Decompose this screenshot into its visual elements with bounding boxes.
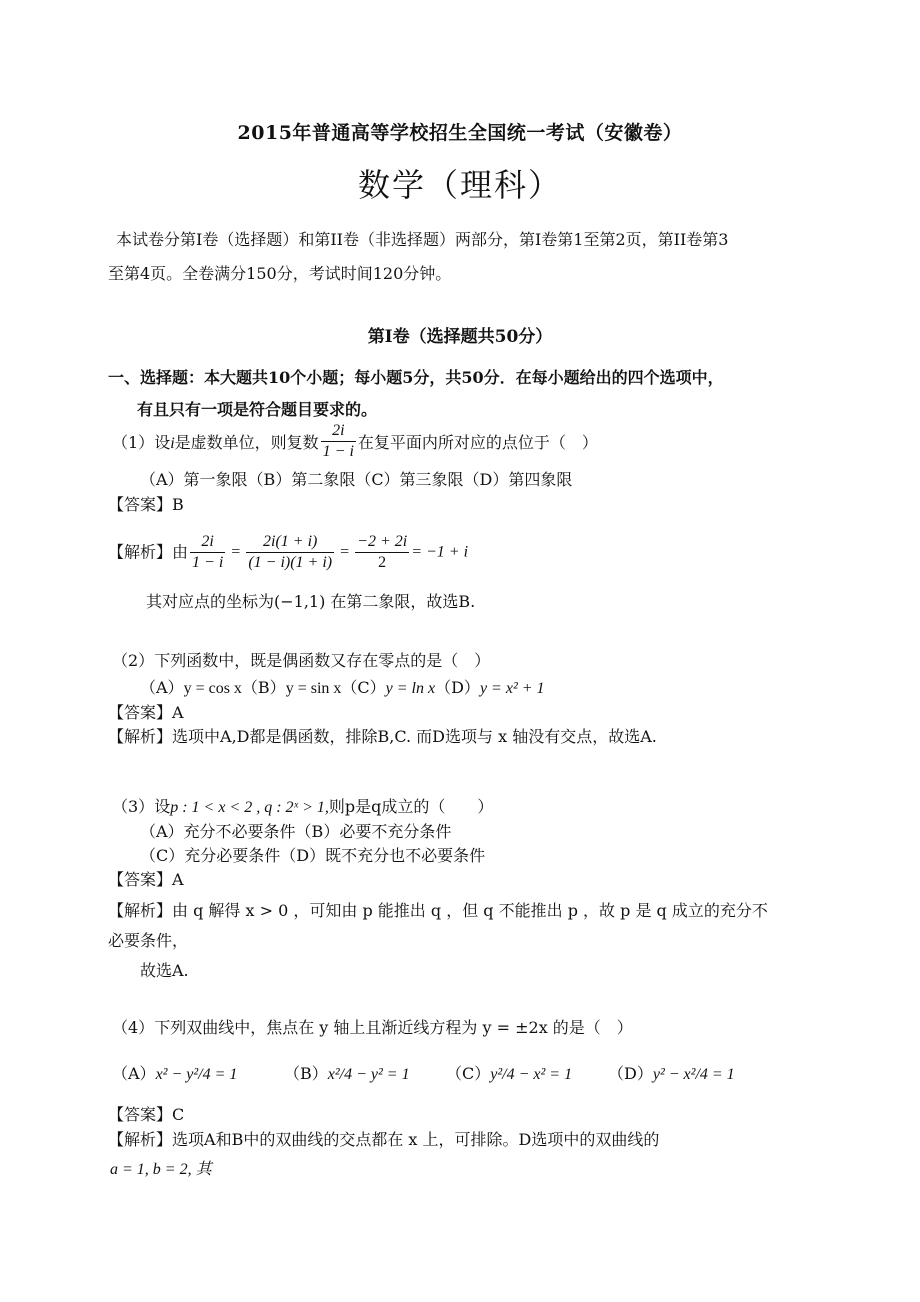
fraction: [190, 532, 225, 573]
question-1-analysis-line-2: 其对应点的坐标为(−1,1) 在第二象限，故选B.: [146, 592, 476, 611]
fraction: [246, 532, 334, 573]
question-2-analysis: [108, 727, 657, 747]
option-label: （C）: [446, 1064, 491, 1083]
answer-label: 【答案】: [108, 1105, 173, 1124]
analysis-label: 【解析】: [108, 1130, 173, 1149]
question-3-answer: [108, 870, 184, 890]
question-1-answer: [108, 495, 184, 515]
equals-sign: =: [336, 543, 354, 561]
option-label: （A）: [140, 678, 184, 697]
answer-value: C: [172, 1105, 185, 1124]
stem-text: 设: [154, 797, 171, 816]
analysis-text: 选项中A,D都是偶函数，排除B,C. 而D选项与 x 轴没有交点，故选A.: [172, 727, 657, 746]
question-1-stem: [112, 422, 598, 462]
stem-text: 在复平面内所对应的点位于（ ）: [357, 433, 598, 452]
question-4-analysis-line-2: a = 1, b = 2, 其: [110, 1161, 212, 1178]
question-number: （3）: [112, 797, 155, 816]
fraction: [355, 532, 409, 573]
question-number: （2）: [112, 651, 155, 670]
answer-label: 【答案】: [108, 495, 173, 514]
analysis-text: 选项A和B中的双曲线的交点都在 x 上，可排除。D选项中的双曲线的: [172, 1130, 660, 1149]
equals-sign: =: [227, 543, 245, 561]
answer-value: B: [172, 495, 184, 514]
question-3-stem: [112, 797, 493, 818]
question-4-stem: [112, 1018, 633, 1038]
option-expr: x² − y²/4 = 1: [155, 1066, 238, 1083]
option-expr: y = ln x: [385, 680, 436, 697]
fraction-denominator: 1 − i: [192, 554, 224, 571]
question-4-options: [112, 1050, 812, 1100]
answer-value: A: [172, 703, 184, 722]
question-4-answer: [108, 1105, 184, 1125]
fraction-denominator: (1 − i)(1 + i): [248, 554, 333, 571]
fraction-denominator: 1 − i: [322, 443, 354, 460]
answer-label: 【答案】: [108, 703, 173, 722]
option-b: [284, 1064, 410, 1085]
question-number: （1）: [112, 433, 155, 452]
analysis-label: 【解析】: [108, 901, 173, 920]
question-3-analysis: [108, 901, 768, 921]
option-label: （B）: [241, 678, 286, 697]
fraction-numerator: −2 + 2i: [355, 532, 409, 553]
fraction-numerator: 2i: [321, 421, 356, 442]
exam-title: 2015年普通高等学校招生全国统一考试（安徽卷）: [237, 122, 683, 144]
option-label: （D）: [435, 678, 480, 697]
analysis-text: 由: [172, 542, 189, 562]
intro-line-2: 至第4页。全卷满分150分，考试时间120分钟。: [108, 264, 452, 283]
fraction-numerator: 2i: [190, 532, 225, 553]
question-number: （4）: [112, 1018, 155, 1037]
stem-text: 下列函数中，既是偶函数又存在零点的是（ ）: [154, 651, 491, 670]
option-expr: y = x² + 1: [479, 680, 545, 697]
option-expr: x²/4 − y² = 1: [327, 1066, 410, 1083]
question-3-analysis-line-3: 故选A.: [140, 961, 189, 980]
section-title: 第I卷（选择题共50分）: [367, 327, 553, 347]
option-expr: y² − x²/4 = 1: [652, 1066, 735, 1083]
exam-subtitle: 数学（理科）: [357, 166, 562, 204]
question-3-option-line-2: （C）充分必要条件（D）既不充分也不必要条件: [140, 846, 486, 865]
option-label: （A）: [112, 1064, 156, 1083]
fraction-numerator: 2i(1 + i): [246, 532, 334, 553]
question-4-analysis: [108, 1130, 659, 1150]
question-2-stem: [112, 651, 490, 671]
question-3-analysis-line-2: 必要条件，: [108, 931, 189, 950]
analysis-text: 由 q 解得 x > 0 ，可知由 p 能推出 q ，但 q 不能推出 p ，故 p 是 q 成立的充分不: [172, 901, 768, 920]
answer-label: 【答案】: [108, 870, 173, 889]
analysis-label: 【解析】: [108, 542, 173, 562]
option-label: （D）: [608, 1064, 653, 1083]
fraction: [321, 421, 356, 462]
math-var: i: [170, 435, 175, 452]
option-c: [446, 1064, 572, 1085]
option-expr: y = sin x: [285, 680, 342, 697]
option-a: [112, 1064, 237, 1085]
question-2-answer: [108, 703, 184, 723]
stem-math: p : 1 < x < 2 , q : 2ˣ > 1,: [170, 799, 329, 816]
intro-line-1: 本试卷分第I卷（选择题）和第II卷（非选择题）两部分，第I卷第1至第2页，第II卷第3: [116, 230, 729, 249]
stem-text: 是虚数单位，则复数: [174, 433, 319, 452]
question-2-options: [140, 678, 545, 699]
stem-text: 下列双曲线中，焦点在 y 轴上且渐近线方程为 y = ±2x 的是（ ）: [154, 1018, 633, 1037]
fraction-denominator: 2: [378, 554, 387, 571]
option-expr: y²/4 − x² = 1: [490, 1066, 573, 1083]
section-instruction-1: 一、选择题：本大题共10个小题；每小题5分，共50分．在每小题给出的四个选项中，: [108, 368, 724, 387]
option-label: （B）: [284, 1064, 328, 1083]
option-d: [608, 1064, 735, 1085]
option-expr: y = cos x: [183, 680, 242, 697]
section-instruction-2: 有且只有一项是符合题目要求的。: [137, 400, 378, 419]
analysis-label: 【解析】: [108, 727, 173, 746]
question-1-options: （A）第一象限（B）第二象限（C）第三象限（D）第四象限: [140, 470, 573, 489]
stem-text: 设: [154, 433, 171, 452]
question-1-analysis: [108, 532, 468, 573]
option-label: （C）: [341, 678, 386, 697]
analysis-result: = −1 + i: [411, 543, 469, 561]
question-3-option-line-1: （A）充分不必要条件（B）必要不充分条件: [140, 822, 452, 841]
answer-value: A: [172, 870, 184, 889]
stem-text: 则p是q成立的（ ）: [328, 797, 494, 816]
